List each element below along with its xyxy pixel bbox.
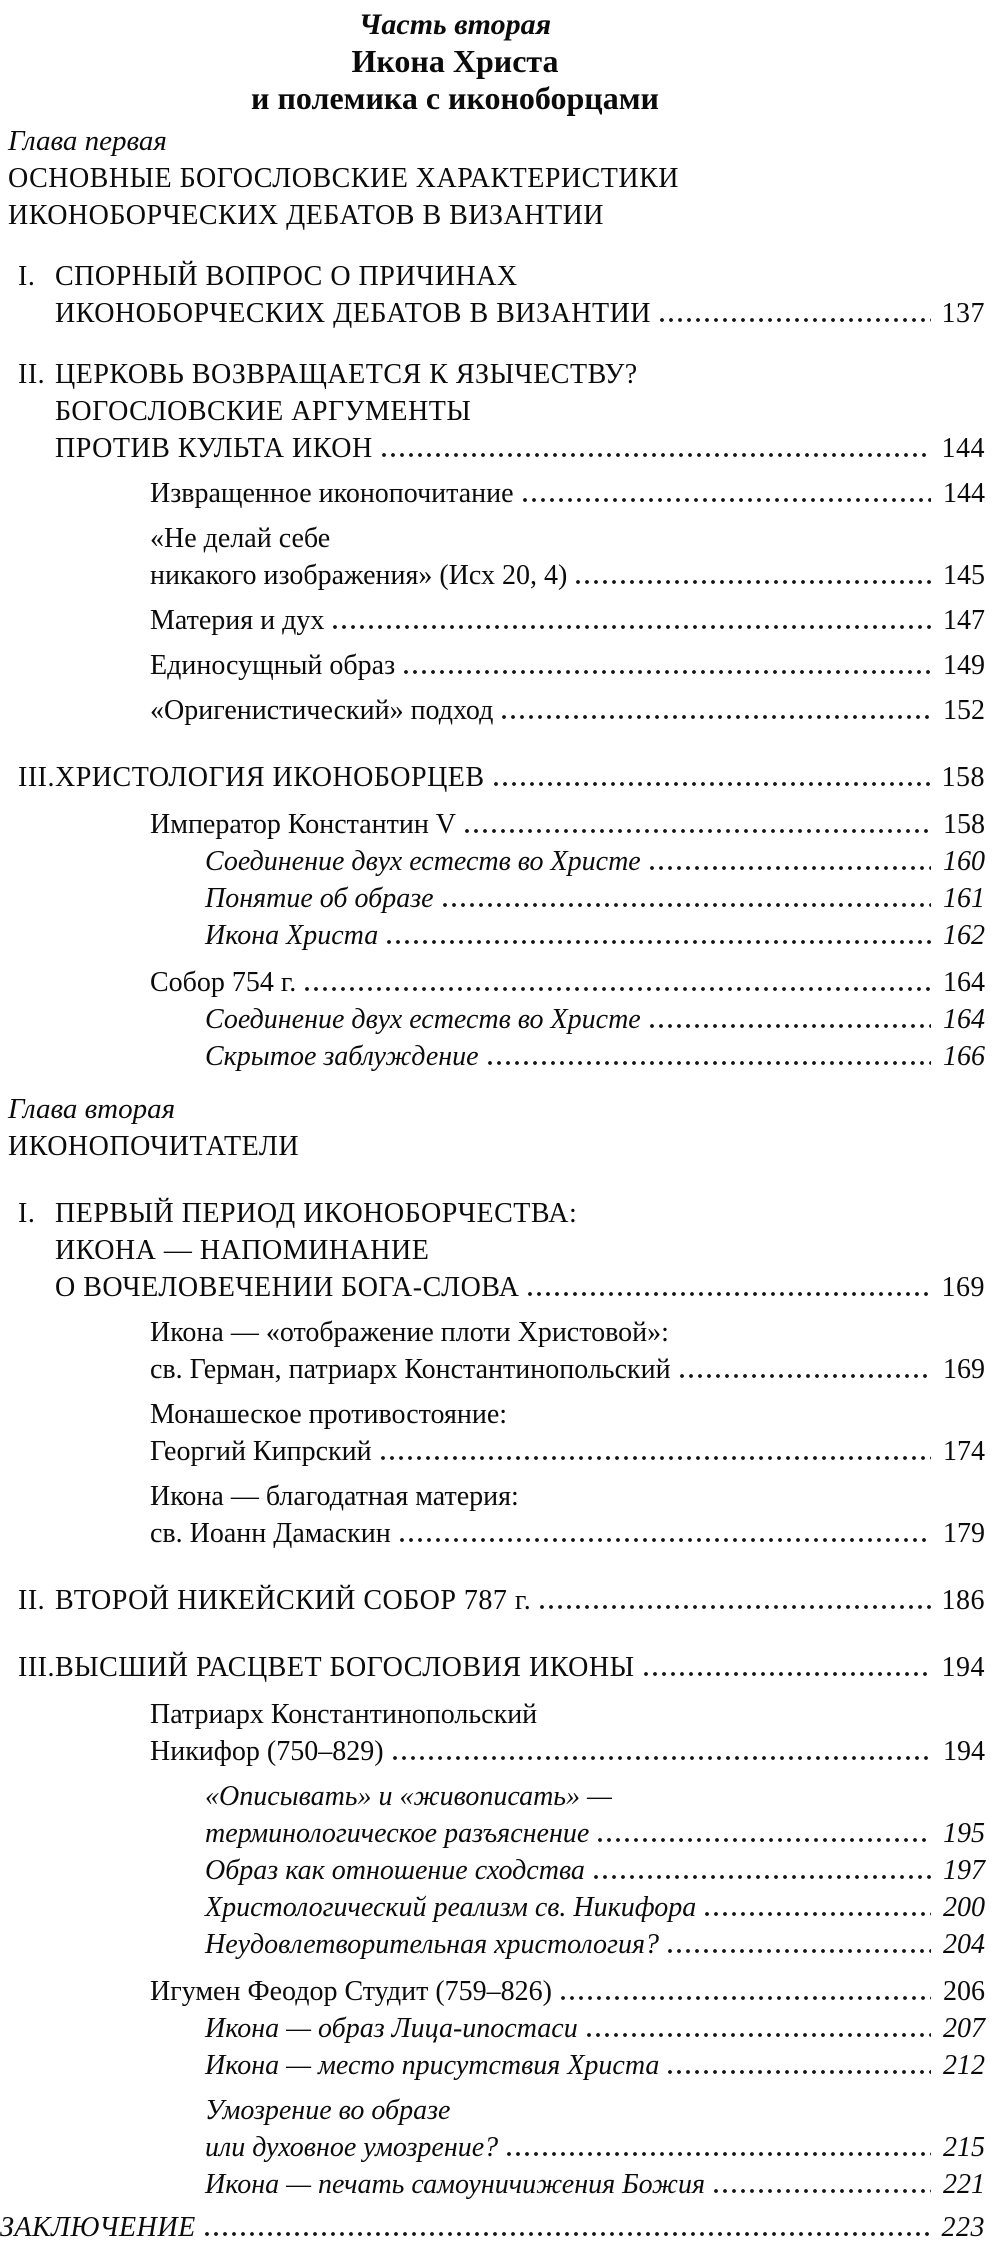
dot-leader	[494, 782, 931, 786]
toc-entry-line	[0, 258, 985, 295]
dot-leader	[561, 1996, 931, 2000]
toc-entry-line	[0, 759, 985, 796]
toc-subentry-line	[0, 647, 985, 684]
page-number: 166	[943, 1041, 985, 1072]
section-numeral: III.	[18, 762, 55, 793]
dot-leader	[404, 670, 931, 674]
entry-text: ХРИСТОЛОГИЯ ИКОНОБОРЦЕВ	[55, 762, 485, 793]
toc-subentry-line	[0, 1733, 985, 1770]
toc-subsubentry-line	[0, 1038, 985, 1075]
page-number: 149	[943, 650, 985, 681]
chapter-label: Глава первая	[8, 125, 167, 157]
entry-text: Материя и дух	[150, 605, 325, 636]
entry-text: Образ как отношение сходства	[205, 1855, 585, 1886]
toc-entry-line	[0, 393, 985, 430]
entry-text: ВТОРОЙ НИКЕЙСКИЙ СОБОР 787 г.	[55, 1585, 532, 1616]
toc-subentry-line	[0, 1973, 985, 2010]
dot-leader	[488, 1061, 931, 1065]
dot-leader	[400, 1538, 931, 1542]
page-number: 197	[943, 1855, 985, 1886]
page-number: 174	[943, 1436, 985, 1467]
page-number: 169	[943, 1354, 985, 1385]
page-number: 145	[943, 560, 985, 591]
toc-subentry-line	[0, 692, 985, 729]
page-number: 194	[943, 1736, 985, 1767]
section-numeral: II.	[18, 1585, 46, 1616]
page-number: 162	[943, 920, 985, 951]
entry-text: Император Константин V	[150, 809, 457, 840]
toc-subsubentry-line	[0, 2166, 985, 2203]
dot-leader	[680, 1374, 931, 1378]
toc-entry-line	[0, 1649, 985, 1686]
dot-leader	[507, 2152, 931, 2156]
chapter-title-line: ИКОНОПОЧИТАТЕЛИ	[8, 1131, 300, 1162]
entry-text: О ВОЧЕЛОВЕЧЕНИИ БОГА-СЛОВА	[55, 1272, 520, 1303]
entry-text: ВЫСШИЙ РАСЦВЕТ БОГОСЛОВИЯ ИКОНЫ	[55, 1652, 635, 1683]
entry-text: терминологическое разъяснение	[205, 1818, 590, 1849]
section-numeral: I.	[18, 261, 36, 292]
dot-leader	[540, 1605, 931, 1609]
toc-subentry-line	[0, 1351, 985, 1388]
dot-leader	[387, 940, 931, 944]
toc-subsubentry-line	[0, 1001, 985, 1038]
page-number: 158	[943, 809, 985, 840]
entry-text: Икона — место присутствия Христа	[205, 2050, 660, 2081]
part-title-line: и полемика с иконоборцами	[251, 80, 659, 116]
dot-leader	[650, 1024, 931, 1028]
entry-text: Извращенное иконопочитание	[150, 478, 514, 509]
dot-leader	[333, 625, 931, 629]
page-number: 160	[943, 846, 985, 877]
toc-subsubentry-line	[0, 1889, 985, 1926]
toc-subsubentry-line	[0, 1852, 985, 1889]
entry-text: Икона — печать самоуничижения Божия	[205, 2169, 705, 2200]
toc-subentry-line	[0, 1696, 985, 1733]
toc-subentry-line	[0, 520, 985, 557]
entry-text: «Не делай себе	[150, 523, 331, 554]
toc-entry-line	[0, 1195, 985, 1232]
toc-subsubentry-line	[0, 1815, 985, 1852]
page-number: 212	[943, 2050, 985, 2081]
entry-text: «Оригенистический» подход	[150, 695, 494, 726]
toc-subsubentry-line	[0, 2129, 985, 2166]
entry-text: Игумен Феодор Студит (759–826)	[150, 1976, 552, 2007]
toc-entry-line	[0, 1582, 985, 1619]
entry-text: или духовное умозрение?	[205, 2132, 499, 2163]
entry-text: ИКОНА — НАПОМИНАНИЕ	[55, 1235, 430, 1266]
entry-text: Умозрение во образе	[205, 2095, 451, 2126]
entry-text: БОГОСЛОВСКИЕ АРГУМЕНТЫ	[55, 396, 472, 427]
toc-subsubentry-line	[0, 1778, 985, 1815]
entry-text: СПОРНЫЙ ВОПРОС О ПРИЧИНАХ	[55, 261, 518, 292]
dot-leader	[660, 318, 931, 322]
toc-subsubentry-line	[0, 2047, 985, 2084]
entry-text: Патриарх Константинопольский	[150, 1699, 538, 1730]
page-number: 186	[941, 1585, 985, 1616]
toc-subentry-line	[0, 557, 985, 594]
toc-subsubentry-line	[0, 917, 985, 954]
page-number: 221	[943, 2169, 985, 2200]
entry-text: Икона — «отображение плоти Христовой»:	[150, 1317, 669, 1348]
page-number: 137	[941, 298, 985, 329]
entry-text: Скрытое заблуждение	[205, 1041, 479, 1072]
entry-text: Неудовлетворительная христология?	[205, 1929, 659, 1960]
toc-entry-line	[0, 356, 985, 393]
part-label: Часть вторая	[358, 8, 552, 41]
entry-text: ПЕРВЫЙ ПЕРИОД ИКОНОБОРЧЕСТВА:	[55, 1198, 578, 1229]
toc-subentry-line	[0, 602, 985, 639]
dot-leader	[381, 1456, 931, 1460]
toc-subentry-line	[0, 1433, 985, 1470]
toc-subentry-line	[0, 964, 985, 1001]
page-number: 147	[943, 605, 985, 636]
entry-text: Соединение двух естеств во Христе	[205, 1004, 641, 1035]
page-number: 144	[941, 433, 985, 464]
dot-leader	[502, 715, 931, 719]
entry-text: Собор 754 г.	[150, 967, 297, 998]
entry-text: ПРОТИВ КУЛЬТА ИКОН	[55, 433, 373, 464]
dot-leader	[528, 1292, 931, 1296]
toc-subentry-line	[0, 475, 985, 512]
entry-text: ЗАКЛЮЧЕНИЕ	[0, 2212, 196, 2243]
entry-text: «Описывать» и «живописать» —	[205, 1781, 612, 1812]
page-number: 144	[943, 478, 985, 509]
entry-text: Единосущный образ	[150, 650, 396, 681]
dot-leader	[668, 2070, 931, 2074]
page-number: 152	[943, 695, 985, 726]
toc-subentry-line	[0, 1314, 985, 1351]
dot-leader	[305, 987, 931, 991]
chapter-title-line: ОСНОВНЫЕ БОГОСЛОВСКИЕ ХАРАКТЕРИСТИКИ	[8, 163, 680, 194]
dot-leader	[382, 453, 931, 457]
dot-leader	[650, 866, 931, 870]
entry-text: ИКОНОБОРЧЕСКИХ ДЕБАТОВ В ВИЗАНТИИ	[55, 298, 652, 329]
toc-subsubentry-line	[0, 2092, 985, 2129]
entry-text: Никифор (750–829)	[150, 1736, 384, 1767]
page-number: 206	[943, 1976, 985, 2007]
page-number: 207	[943, 2013, 985, 2044]
entry-text: ЦЕРКОВЬ ВОЗВРАЩАЕТСЯ К ЯЗЫЧЕСТВУ?	[55, 359, 638, 390]
toc-subsubentry-line	[0, 880, 985, 917]
entry-text: Икона Христа	[205, 920, 379, 951]
toc-entry-line	[0, 430, 985, 467]
chapter-title-line: ИКОНОБОРЧЕСКИХ ДЕБАТОВ В ВИЗАНТИИ	[8, 200, 605, 231]
dot-leader	[523, 498, 931, 502]
entry-text: Икона — благодатная материя:	[150, 1481, 519, 1512]
entry-text: Христологический реализм св. Никифора	[205, 1892, 697, 1923]
toc-subsubentry-line	[0, 2010, 985, 2047]
dot-leader	[598, 1838, 931, 1842]
page-number: 194	[941, 1652, 985, 1683]
page-number: 204	[943, 1929, 985, 1960]
page-number: 223	[941, 2212, 985, 2243]
dot-leader	[587, 2033, 931, 2037]
section-numeral: I.	[18, 1198, 36, 1229]
section-numeral: III.	[18, 1652, 55, 1683]
toc-subsubentry-line	[0, 843, 985, 880]
dot-leader	[443, 903, 931, 907]
toc-entry-line	[0, 295, 985, 332]
part-title-line: Икона Христа	[351, 43, 559, 79]
toc-subentry-line	[0, 1396, 985, 1433]
toc-entry-line	[0, 1232, 985, 1269]
entry-text: св. Герман, патриарх Константинопольский	[150, 1354, 671, 1385]
page-number: 200	[943, 1892, 985, 1923]
dot-leader	[714, 2189, 931, 2193]
entry-text: Понятие об образе	[205, 883, 434, 914]
toc-subentry-line	[0, 1478, 985, 1515]
dot-leader	[594, 1875, 931, 1879]
section-numeral: II.	[18, 359, 46, 390]
toc-subentry-line	[0, 1515, 985, 1552]
page-number: 164	[943, 967, 985, 998]
dot-leader	[576, 580, 931, 584]
entry-text: Икона — образ Лица-ипостаси	[205, 2013, 578, 2044]
dot-leader	[393, 1756, 931, 1760]
page-number: 179	[943, 1518, 985, 1549]
page-number: 195	[943, 1818, 985, 1849]
toc-entry-line	[0, 1269, 985, 1306]
dot-leader	[644, 1672, 931, 1676]
entry-text: св. Иоанн Дамаскин	[150, 1518, 391, 1549]
entry-text: никакого изображения» (Исх 20, 4)	[150, 560, 568, 591]
toc-subentry-line	[0, 806, 985, 843]
page-number: 158	[941, 762, 985, 793]
dot-leader	[205, 2232, 931, 2236]
page-number: 215	[943, 2132, 985, 2163]
dot-leader	[668, 1949, 931, 1953]
chapter-label: Глава вторая	[8, 1093, 176, 1125]
page-number: 164	[943, 1004, 985, 1035]
entry-text: Монашеское противостояние:	[150, 1399, 508, 1430]
dot-leader	[705, 1912, 931, 1916]
dot-leader	[465, 829, 931, 833]
page-number: 169	[941, 1272, 985, 1303]
page-number: 161	[943, 883, 985, 914]
conclusion-entry	[0, 2209, 985, 2246]
entry-text: Георгий Кипрский	[150, 1436, 372, 1467]
toc-subsubentry-line	[0, 1926, 985, 1963]
entry-text: Соединение двух естеств во Христе	[205, 846, 641, 877]
